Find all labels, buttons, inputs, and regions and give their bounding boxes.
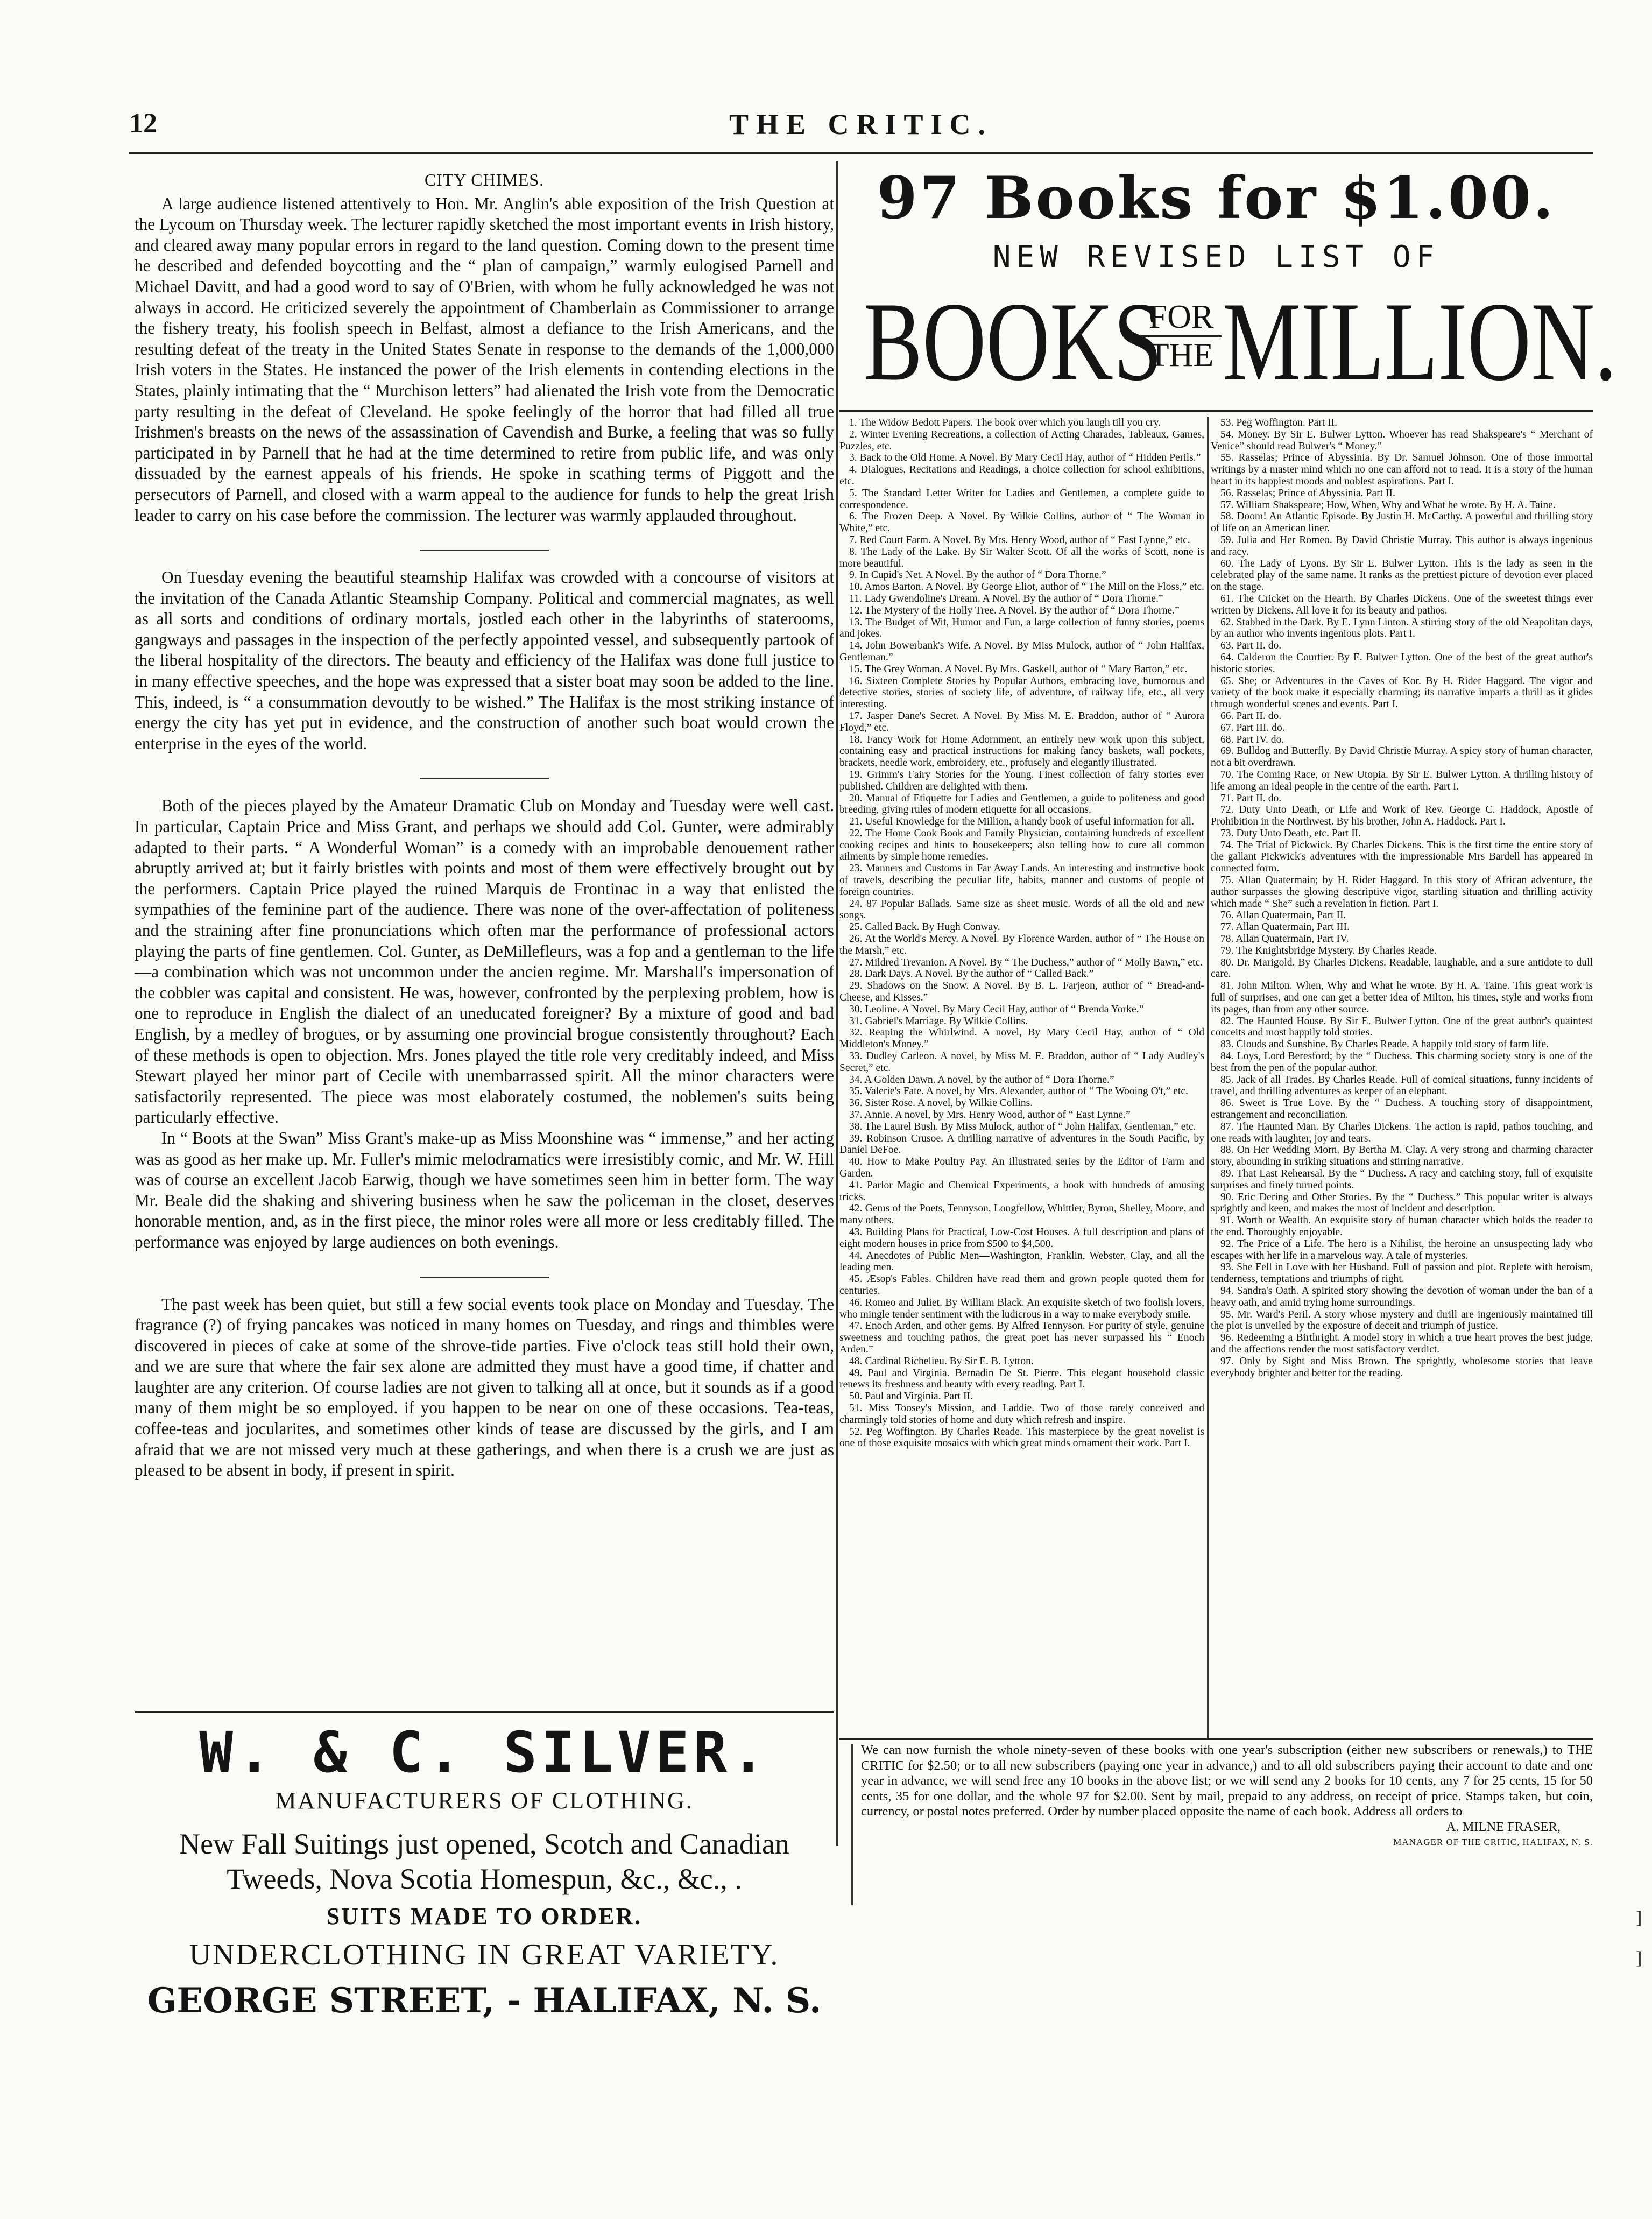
book-list-item: 40. How to Make Poultry Pay. An illustrated series by the Editor of Farm and Garden.: [839, 1156, 1204, 1179]
book-list-item: 49. Paul and Virginia. Bernadin De St. Pierre. This elegant household classic renews its freshness and beauty with every reading. Part I.: [839, 1367, 1204, 1391]
book-list-item: 56. Rasselas; Prince of Abyssinia. Part II.: [1220, 487, 1395, 499]
book-list-item: 87. The Haunted Man. By Charles Dickens. The action is rapid, pathos touching, and one reads with laughter, joy and tears.: [1211, 1121, 1593, 1144]
book-list-item: 48. Cardinal Richelieu. By Sir E. B. Lytton.: [849, 1355, 1034, 1367]
book-list-item: 25. Called Back. By Hugh Conway.: [849, 921, 1000, 933]
book-list-item: 59. Julia and Her Romeo. By David Christie Murray. This author is always ingenious and racy.: [1211, 534, 1593, 558]
book-list-item: 26. At the World's Mercy. A Novel. By Florence Warden, author of “ The House on the Marsh,” etc.: [839, 933, 1204, 956]
book-list-item: 32. Reaping the Whirlwind. A novel, By Mary Cecil Hay, author of “ Old Middleton's Money.”: [839, 1027, 1204, 1051]
book-list-item: 63. Part II. do.: [1220, 640, 1282, 652]
column-divider: [836, 161, 838, 1846]
book-list-item: 36. Sister Rose. A novel, by Wilkie Collins.: [849, 1097, 1033, 1109]
book-list-item: 50. Paul and Virginia. Part II.: [849, 1391, 973, 1403]
book-list-item: 60. The Lady of Lyons. By Sir E. Bulwer Lytton. This is the lady as seen in the celebrated play of the same name. It ranks as the prettiest picture of devotion ever placed on the stage.: [1211, 558, 1593, 593]
book-list-item: 67. Part III. do.: [1220, 722, 1285, 734]
ad-line: New Fall Suitings just opened, Scotch and Canadian: [179, 1828, 789, 1860]
book-list-item: 44. Anecdotes of Public Men—Washington, Franklin, Webster, Clay, and all the leading men.: [839, 1250, 1204, 1273]
banner-for-the: [1141, 299, 1222, 374]
book-list-item: 43. Building Plans for Practical, Low-Cost Houses. A full description and plans of eight modern houses in price from $500 to $4,500.: [839, 1226, 1204, 1250]
book-list-item: 41. Parlor Magic and Chemical Experiments, a book with hundreds of amusing tricks.: [839, 1179, 1204, 1203]
banner-books-word: BOOKS: [864, 279, 1163, 404]
ad-line: Tweeds, Nova Scotia Homespun, &c., &c., .: [227, 1863, 742, 1895]
book-list-item: 70. The Coming Race, or New Utopia. By Sir E. Bulwer Lytton. A thrilling history of life among an ideal people in the centre of the earth. Part I.: [1211, 769, 1593, 792]
section-separator: [420, 550, 549, 551]
header-rule: [129, 152, 1593, 154]
book-list-item: 42. Gems of the Poets, Tennyson, Longfellow, Whittier, Byron, Shelley, Moore, and many others.: [839, 1203, 1204, 1227]
book-list-item: 53. Peg Woffington. Part II.: [1220, 417, 1338, 428]
book-list-item: 13. The Budget of Wit, Humor and Fun, a large collection of funny stories, poems and jokes.: [839, 616, 1204, 640]
book-list-item: 52. Peg Woffington. By Charles Reade. This masterpiece by the great novelist is one of those exquisite mosaics with which great minds ornament their work. Part I.: [839, 1426, 1204, 1449]
book-list-item: 51. Miss Toosey's Mission, and Laddie. Two of those rarely conceived and charmingly told stories of home and duty which refresh and inspire.: [839, 1402, 1204, 1426]
books-headline: 97 Books for $1.00.: [877, 164, 1556, 232]
book-list-item: 24. 87 Popular Ballads. Same size as sheet music. Words of all the old and new songs.: [839, 898, 1204, 921]
book-list-item: 90. Eric Dering and Other Stories. By the “ Duchess.” This popular writer is always sprightly and keen, and makes the most of incident and description.: [1211, 1191, 1593, 1215]
book-list-item: 57. William Shakspeare; How, When, Why and What he wrote. By H. A. Taine.: [1220, 499, 1556, 511]
book-list-item: 38. The Laurel Bush. By Miss Mulock, author of “ John Halifax, Gentleman,” etc.: [849, 1121, 1196, 1132]
book-list-item: 30. Leoline. A Novel. By Mary Cecil Hay, author of “ Brenda Yorke.”: [849, 1003, 1144, 1015]
book-list-item: 27. Mildred Trevanion. A Novel. By “ The Duchess,” author of “ Molly Bawn,” etc.: [849, 956, 1203, 968]
publication-title: THE CRITIC.: [729, 108, 993, 140]
book-list-item: 16. Sixteen Complete Stories by Popular Authors, embracing love, humorous and detective stories, stories of society life, of adventure, of railway life, etc., all very interesting.: [839, 675, 1204, 710]
book-list-item: 65. She; or Adventures in the Caves of Kor. By H. Rider Haggard. The vigor and variety of the book make it especially charming; its narrative imparts a thrill as it glides through wonderful scenes and events. Part I.: [1211, 675, 1593, 710]
list-bottom-rule: [839, 1738, 1593, 1740]
books-for-million-banner: [839, 279, 1617, 404]
book-list-item: 18. Fancy Work for Home Adornment, an entirely new work upon this subject, containing easy and practical instructions for making fancy baskets, wall pockets, brackets, needle work, embroidery, etc., profusely and elegantly illustrated.: [839, 734, 1204, 769]
book-list-item: 19. Grimm's Fairy Stories for the Young. Finest collection of fairy stories ever published. Children are delighted with them.: [839, 769, 1204, 792]
book-list-item: 9. In Cupid's Net. A Novel. By the author of “ Dora Thorne.”: [849, 569, 1106, 581]
book-list-item: 2. Winter Evening Recreations, a collection of Acting Charades, Tableaux, Games, Puzzles, etc.: [839, 428, 1204, 452]
book-list-item: 94. Sandra's Oath. A spirited story showing the devotion of woman under the ban of a heavy oath, and amid trying home surroundings.: [1211, 1285, 1593, 1308]
book-list-item: 14. John Bowerbank's Wife. A Novel. By Miss Mulock, author of “ John Halifax, Gentleman.”: [839, 640, 1204, 663]
banner-the-word: THE: [1141, 335, 1222, 374]
book-list-item: 17. Jasper Dane's Secret. A Novel. By Miss M. E. Braddon, author of “ Aurora Floyd,” etc.: [839, 710, 1204, 734]
ad-line: MANUFACTURERS OF CLOTHING.: [275, 1787, 694, 1814]
book-list-item: 15. The Grey Woman. A Novel. By Mrs. Gaskell, author of “ Mary Barton,” etc.: [849, 663, 1188, 675]
offer-signature: A. MILNE FRASER,: [1446, 1819, 1561, 1834]
running-head: [129, 108, 1593, 145]
article-paragraph: Both of the pieces played by the Amateur Dramatic Club on Monday and Tuesday were well cast. In particular, Captain Price and Miss Grant, and perhaps we should add Col. Gunter, were admirably adapted to their parts. “ A Wonderful Woman” is a comedy with an improbable denouement rather abruptly arrived at; but it fairly bristles with points and most of them were effectively brought out by the performers. Captain Price played the ruined Marquis de Frontinac in a way that enlisted the sympathies of the feminine part of the audience. There was none of the over-affectation of politeness and the straining after fine pronunciations which often mar the performance of professional actors playing the parts of fine gentlemen. Col. Gunter, as DeMillefleurs, was a fop and a gentleman to the life—a combination which was not uncommon under the ancien regime. Mr. Marshall's impersonation of the cobbler was capital and consistent. He was, however, confronted by the perplexing problem, how is one to reproduce in English the dialect of an uneducated foreigner? By a mixture of good and bad English, by a medley of brogues, or by assuming one provincial brogue consistently throughout? Each of these methods is open to objection. Mrs. Jones played the title role very creditably indeed, and Miss Stewart played her minor part of Cecile with unembarrassed spirit. All the minor characters were satisfactorily represented. The piece was most elaborately costumed, the noblemen's suits being particularly effective.: [135, 796, 834, 1127]
book-list-item: 35. Valerie's Fate. A novel, by Mrs. Alexander, author of “ The Wooing O't,” etc.: [849, 1086, 1188, 1097]
edge-mark: ]: [1636, 1908, 1642, 1928]
book-list-item: 22. The Home Cook Book and Family Physician, containing hundreds of excellent cooking recipes and hints to housekeepers; also telling how to cure all common ailments by simple home remedies.: [839, 827, 1204, 863]
book-list-column-2: [1211, 417, 1593, 1379]
book-list-item: 83. Clouds and Sunshine. By Charles Reade. A happily told story of farm life.: [1220, 1039, 1549, 1051]
offer-signature-title: MANAGER OF THE CRITIC, HALIFAX, N. S.: [1393, 1837, 1593, 1847]
book-list-item: 21. Useful Knowledge for the Million, a handy book of useful information for all.: [849, 816, 1195, 828]
book-list-item: 54. Money. By Sir E. Bulwer Lytton. Whoever has read Shakspeare's “ Merchant of Venice” should read Bulwer's “ Money.”: [1211, 428, 1593, 452]
book-list-item: 5. The Standard Letter Writer for Ladies and Gentlemen, a complete guide to correspondence.: [839, 487, 1204, 511]
book-list-item: 47. Enoch Arden, and other gems. By Alfred Tennyson. For purity of style, genuine sweetness and touching pathos, the great poet has never surpassed his “ Enoch Arden.”: [839, 1320, 1204, 1355]
books-subheadline: NEW REVISED LIST OF: [992, 239, 1440, 274]
ad-firm-name: W. & C. SILVER.: [199, 1720, 769, 1785]
book-list-item: 89. That Last Rehearsal. By the “ Duchess. A racy and catching story, full of exquisite surprises and finely turned points.: [1211, 1168, 1593, 1191]
offer-bracket: [851, 1744, 857, 1905]
list-divider: [1207, 417, 1209, 1738]
book-list-item: 45. Æsop's Fables. Children have read them and grown people quoted them for centuries.: [839, 1273, 1204, 1297]
article-paragraph: A large audience listened attentively to Hon. Mr. Anglin's able exposition of the Irish Question at the Lycoum on Thursday week. The lecturer rapidly sketched the most important events in Irish history, and cleared away many popular errors in regard to the land question. Coming down to the present time he described and defended boycotting and the “ plan of campaign,” warmly eulogised Parnell and Michael Davitt, and had a good word to say of O'Brien, with whom he fully acknowledged he was not always in accord. He criticized severely the appointment of Chamberlain as Commissioner to arrange the fishery treaty, his foolish speech in Belfast, almost a defiance to the Irish Americans, and the resulting defeat of the treaty in the United States Senate in response to the demands of the 1,000,000 Irish voters in the States. He instanced the power of the Irish elements in contending elections in the States, plainly intimating that the “ Murchison letters” had alienated the Irish vote from the Democratic party resulting in the defeat of Cleveland. He spoke feelingly of the horror that had filled all true Irishmen's breasts on the news of the assassination of Cavendish and Burke, a feeling that was so fully participated in by Parnell that he had at the time determined to retire from public life, and was only dissuaded by the earnest appeals of his friends. He spoke in scathing terms of Piggott and the persecutors of Parnell, and closed with a warm appeal to the audience for funds to help the great Irish leader to carry on his case before the commission. The lecturer was warmly applauded throughout.: [135, 194, 834, 525]
book-list-item: 77. Allan Quatermain, Part III.: [1220, 921, 1350, 933]
book-list-item: 3. Back to the Old Home. A Novel. By Mary Cecil Hay, author of “ Hidden Perils.”: [849, 452, 1201, 464]
book-list-item: 55. Rasselas; Prince of Abyssinia. By Dr. Samuel Johnson. One of those immortal writings by a master mind which no one can afford not to read. It is a story of the human heart in its happiest moods and noblest aspirations. Part I.: [1211, 452, 1593, 487]
book-list-item: 71. Part II. do.: [1220, 792, 1282, 804]
list-top-rule: [839, 410, 1593, 412]
book-list-item: 96. Redeeming a Birthright. A model story in which a true heart proves the best judge, and the affections render the most satisfactory verdict.: [1211, 1332, 1593, 1355]
city-chimes-column: [135, 170, 834, 1481]
offer-text: We can now furnish the whole ninety-seven of these books with one year's subscription (either new subscribers or renewals,) to THE CRITIC for $2.50; or to all new subscribers (paying one year in advance,) and to all old subscribers paying their account to date and one year in advance, we will send free any 10 books in the above list; or we will send any 2 books for 10 cents, any 7 for 25 cents, 15 for 50 cents, 35 for one dollar, and the whole 97 for $2.00. Sent by mail, prepaid to any address, on receipt of price. Stamps taken, but coin, currency, or postal notes preferred. Order by number placed opposite the name of each book. Address all orders to: [861, 1743, 1593, 1819]
book-list-item: 93. She Fell in Love with her Husband. Full of passion and plot. Replete with heroism, tenderness, temptations and triumphs of right.: [1211, 1262, 1593, 1285]
book-list-item: 8. The Lady of the Lake. By Sir Walter Scott. Of all the works of Scott, none is more beautiful.: [839, 546, 1204, 569]
book-list-item: 86. Sweet is True Love. By the “ Duchess. A touching story of disappointment, estrangement and reconciliation.: [1211, 1097, 1593, 1121]
book-list-item: 81. John Milton. When, Why and What he wrote. By H. A. Taine. This great work is full of surprises, and one can get a better idea of Milton, his times, style and works from its pages, than from any other source.: [1211, 980, 1593, 1015]
book-list-item: 12. The Mystery of the Holly Tree. A Novel. By the author of “ Dora Thorne.”: [849, 604, 1180, 616]
ad-line: UNDERCLOTHING IN GREAT VARIETY.: [189, 1938, 780, 1971]
book-list-item: 6. The Frozen Deep. A Novel. By Wilkie Collins, author of “ The Woman in White,” etc.: [839, 511, 1204, 534]
book-list-item: 82. The Haunted House. By Sir E. Bulwer Lytton. One of the great author's quaintest conceits and most happily told stories.: [1211, 1015, 1593, 1039]
article-paragraph: In “ Boots at the Swan” Miss Grant's make-up as Miss Moonshine was “ immense,” and her acting was as good as her make up. Mr. Fuller's mimic melodramatics were irresistibly comic, and Mr. W. Hill was of course an excellent Jacob Earwig, though we have sometimes seen him in better form. The way Mr. Beale did the shaking and shivering business when he saw the policeman in the closet, deserves honorable mention, and, as in the first piece, the minor roles were all more or less creditably filled. The performance was enjoyed by large audiences on both evenings.: [135, 1128, 834, 1251]
book-list-item: 33. Dudley Carleon. A novel, by Miss M. E. Braddon, author of “ Lady Audley's Secret,” etc.: [839, 1051, 1204, 1074]
book-list-item: 23. Manners and Customs in Far Away Lands. An interesting and instructive book of travels, describing the peculiar life, habits, manner and customs of people of foreign countries.: [839, 863, 1204, 898]
article-paragraph: On Tuesday evening the beautiful steamship Halifax was crowded with a concourse of visitors at the invitation of the Canada Atlantic Steamship Company. Political and commercial magnates, as well as all sorts and conditions of ordinary mortals, jostled each other in the labyrinths of staterooms, gangways and passages in the inspection of the perfectly appointed vessel, and subsequently partook of the liberal hospitality of the directors. The beauty and efficiency of the Halifax was done full justice to in many effective speeches, and the hope was expressed that a sister boat may soon be added to the line. This, indeed, is “ a consummation devoutly to be wished.” The Halifax is the most striking instance of energy the city has yet put in evidence, and the construction of another such boat would crown the enterprise in the eyes of the world.: [135, 568, 834, 753]
book-list-item: 37. Annie. A novel, by Mrs. Henry Wood, author of “ East Lynne.”: [849, 1109, 1131, 1121]
book-list-item: 64. Calderon the Courtier. By E. Bulwer Lytton. One of the best of the great author's historic stories.: [1211, 651, 1593, 675]
book-list-item: 7. Red Court Farm. A Novel. By Mrs. Henry Wood, author of “ East Lynne,” etc.: [849, 534, 1190, 546]
banner-million-word: MILLION.: [1223, 279, 1617, 404]
book-list-item: 20. Manual of Etiquette for Ladies and Gentlemen, a guide to politeness and good breeding, giving rules of modern etiquette for all occasions.: [839, 792, 1204, 816]
book-list-item: 79. The Knightsbridge Mystery. By Charles Reade.: [1220, 945, 1437, 956]
banner-for-word: FOR: [1148, 299, 1214, 335]
book-list-item: 97. Only by Sight and Miss Brown. The sprightly, wholesome stories that leave everybody brighter and better for the reading.: [1211, 1355, 1593, 1379]
section-separator: [420, 778, 549, 779]
edge-mark: ]: [1636, 1948, 1642, 1968]
book-list-item: 46. Romeo and Juliet. By William Black. An exquisite sketch of two foolish lovers, who mingle tender sentiment with the ludicrous in a way to make everybody smile.: [839, 1297, 1204, 1320]
book-list-item: 74. The Trial of Pickwick. By Charles Dickens. This is the first time the entire story of the gallant Pickwick's adventures with the impressionable Mrs Bardell has appeared in connected form.: [1211, 839, 1593, 875]
book-list-item: 72. Duty Unto Death, or Life and Work of Rev. George C. Haddock, Apostle of Prohibition in the Northwest. By his brother, John A. Haddock. Part I.: [1211, 804, 1593, 828]
section-separator: [420, 1277, 549, 1278]
book-list-item: 76. Allan Quatermain, Part II.: [1220, 910, 1346, 921]
book-list-item: 69. Bulldog and Butterfly. By David Christie Murray. A spicy story of human character, not a bit overdrawn.: [1211, 745, 1593, 769]
ad-line: SUITS MADE TO ORDER.: [326, 1903, 643, 1929]
book-list-item: 84. Loys, Lord Beresford; by the “ Duchess. This charming society story is one of the best from the pen of the popular author.: [1211, 1051, 1593, 1074]
book-list-item: 11. Lady Gwendoline's Dream. A Novel. By the author of “ Dora Thorne.”: [849, 593, 1163, 604]
book-list-item: 10. Amos Barton. A Novel. By George Eliot, author of “ The Mill on the Floss,” etc.: [849, 581, 1204, 593]
book-list-item: 62. Stabbed in the Dark. By E. Lynn Linton. A stirring story of the old Neapolitan days, by an author who invents ingenious plots. Part I.: [1211, 616, 1593, 640]
book-list-item: 88. On Her Wedding Morn. By Bertha M. Clay. A very strong and charming character story, abounding in striking situations and stirring narrative.: [1211, 1144, 1593, 1168]
book-list-item: 78. Allan Quatermain, Part IV.: [1220, 933, 1349, 945]
subscription-offer: [861, 1743, 1593, 1850]
book-list-item: 31. Gabriel's Marriage. By Wilkie Collins.: [849, 1015, 1028, 1027]
book-list-item: 61. The Cricket on the Hearth. By Charles Dickens. One of the sweetest things ever written by Dickens. All love it for its beauty and pathos.: [1211, 593, 1593, 616]
ad-top-rule: [135, 1711, 834, 1713]
book-list-item: 68. Part IV. do.: [1220, 734, 1284, 745]
book-list-item: 28. Dark Days. A Novel. By the author of “ Called Back.”: [849, 968, 1094, 980]
book-list-item: 1. The Widow Bedott Papers. The book over which you laugh till you cry.: [849, 417, 1161, 428]
book-list-item: 80. Dr. Marigold. By Charles Dickens. Readable, laughable, and a sure antidote to dull care.: [1211, 956, 1593, 980]
book-list-column-1: [839, 417, 1204, 1449]
article-paragraph: The past week has been quiet, but still a few social events took place on Monday and Tuesday. The fragrance (?) of frying pancakes was noticed in many homes on Tuesday, and rings and thimbles were discovered in pieces of cake at some of the shrove-tide parties. Five o'clock teas still hold their own, and we are sure that where the fair sex alone are admitted they must have a good time, if chatter and laughter are any criterion. Of course ladies are not given to talking all at once, but it sounds as if a good many of them might be so employed. if you happen to be near on one of these occasions. Tea-teas, coffee-teas and jocularites, and sometimes other kinds of tease are discussed by the girls, and I am afraid that we are not missed very much at these gatherings, and when there is a crush we are just as pleased to be absent in body, if present in spirit.: [135, 1294, 834, 1480]
ad-address: GEORGE STREET, - HALIFAX, N. S.: [147, 1981, 822, 2021]
book-list-item: 29. Shadows on the Snow. A Novel. By B. L. Farjeon, author of “ Bread-and-Cheese, and Kisses.”: [839, 980, 1204, 1004]
book-list-item: 91. Worth or Wealth. An exquisite story of human character which holds the reader to the end. Thoroughly enjoyable.: [1211, 1215, 1593, 1238]
book-list-item: 75. Allan Quatermain; by H. Rider Haggard. In this story of African adventure, the author surpasses the glowing descriptive vigor, startling situation and thrilling activity which made “ She” such a revelation in fiction. Part I.: [1211, 875, 1593, 910]
book-list-item: 4. Dialogues, Recitations and Readings, a choice collection for school exhibitions, etc.: [839, 464, 1204, 487]
book-list-item: 39. Robinson Crusoe. A thrilling narrative of adventures in the South Pacific, by Daniel DeFoe.: [839, 1132, 1204, 1156]
book-list-item: 92. The Price of a Life. The hero is a Nihilist, the heroine an unsuspecting lady who escapes with her life in a marvelous way. A tale of mysteries.: [1211, 1238, 1593, 1262]
book-list-item: 95. Mr. Ward's Peril. A story whose mystery and thrill are ingeniously maintained till the plot is unveiled by the exposure of deceit and triumph of justice.: [1211, 1308, 1593, 1332]
page-number: 12: [129, 108, 157, 139]
book-list-item: 66. Part II. do.: [1220, 710, 1282, 722]
book-list-item: 34. A Golden Dawn. A novel, by the author of “ Dora Thorne.”: [849, 1074, 1114, 1086]
book-list-item: 58. Doom! An Atlantic Episode. By Justin H. McCarthy. A powerful and thrilling story of life on an American liner.: [1211, 511, 1593, 534]
book-list-item: 73. Duty Unto Death, etc. Part II.: [1220, 827, 1361, 839]
book-list-item: 85. Jack of all Trades. By Charles Reade. Full of comical situations, funny incidents of travel, and thrilling adventures as keeper of an elephant.: [1211, 1074, 1593, 1097]
section-heading: CITY CHIMES.: [424, 170, 545, 189]
